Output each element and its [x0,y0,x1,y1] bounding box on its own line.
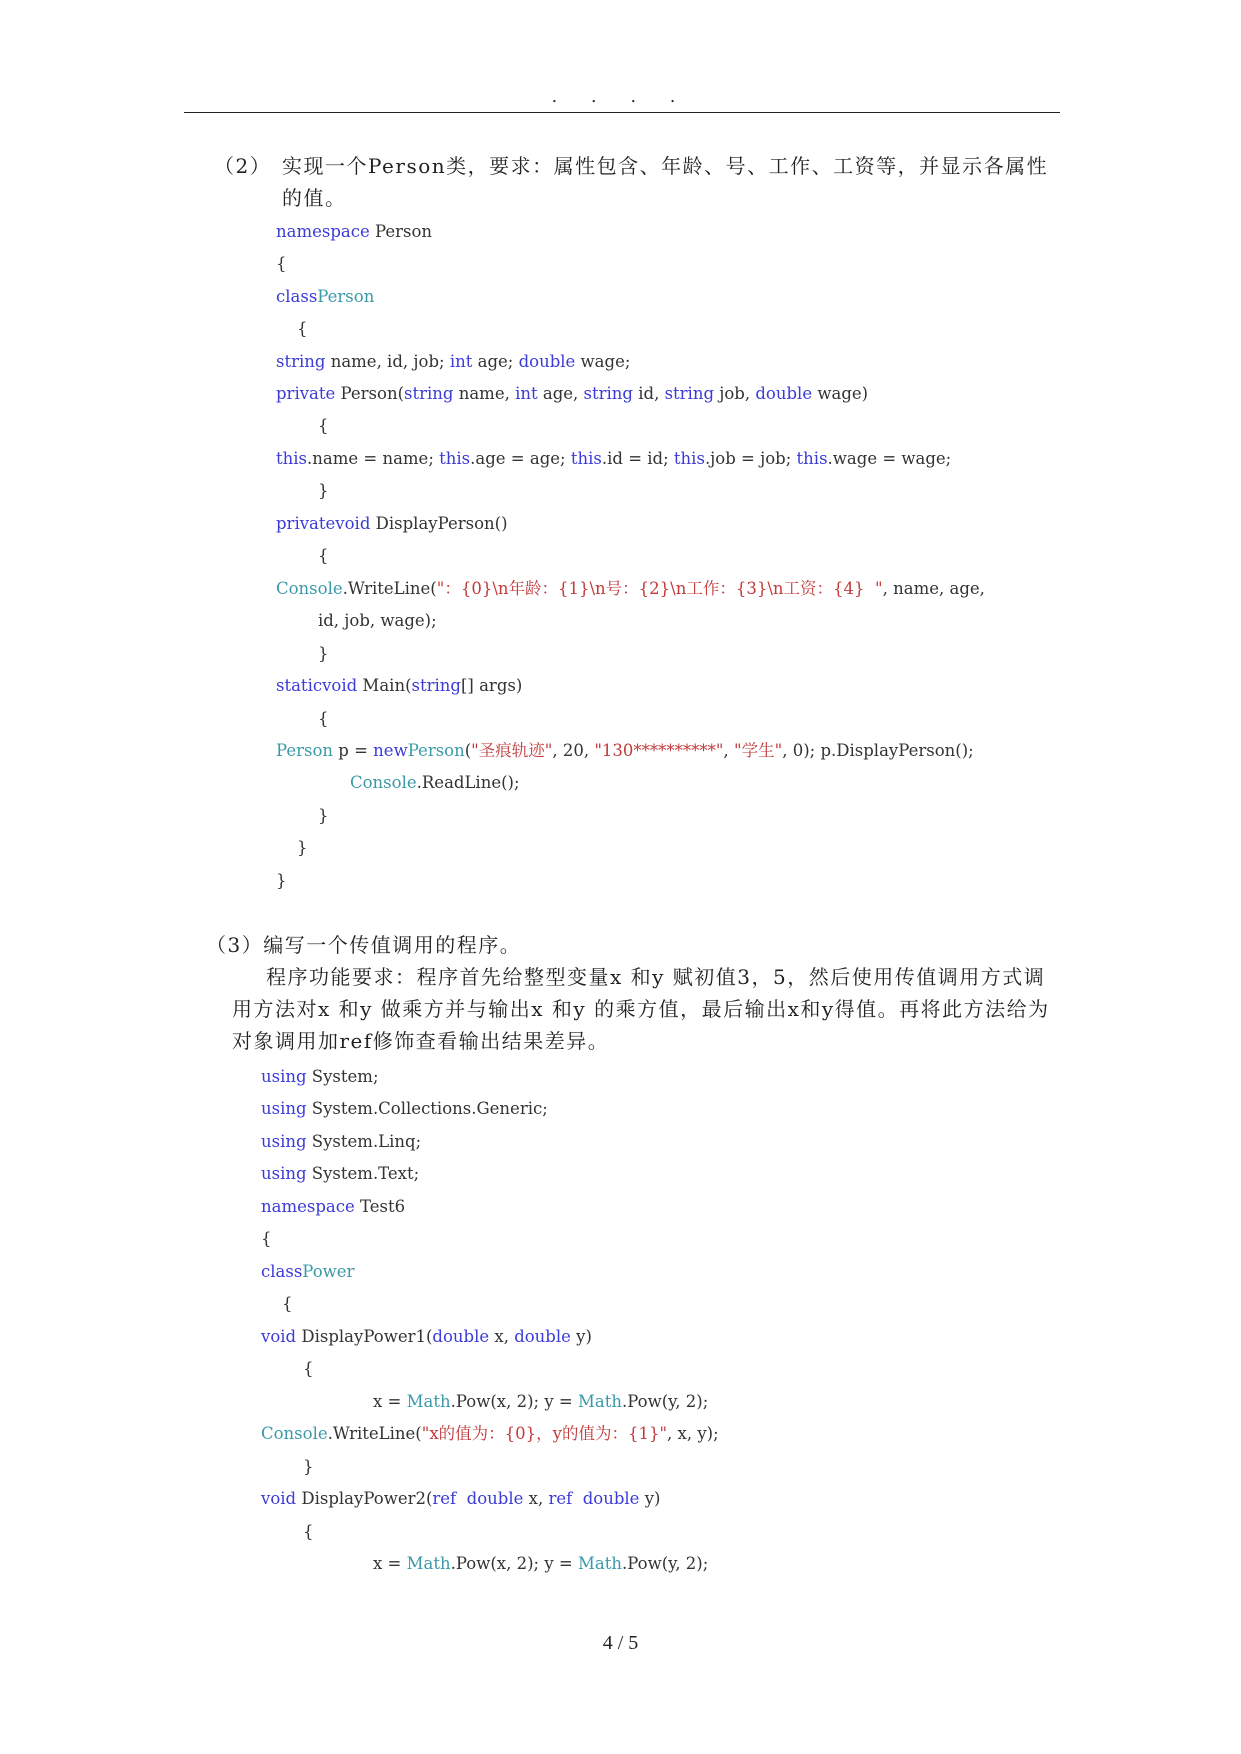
code-line: { [261,1359,314,1378]
header-rule [184,112,1060,113]
code-line: void DisplayPower1(double x, double y) [261,1327,592,1346]
code-line: { [276,546,329,565]
code-line: private Person(string name, int age, string id, string job, double wage) [276,384,869,403]
code-line: { [276,416,329,435]
code-line: staticvoid Main(string[] args) [276,676,523,695]
section-3-desc-line3: 对象调用加ref修饰查看输出结果差异。 [232,1029,610,1053]
section-3-desc-line2: 用方法对x 和y 做乘方并与输出x 和y 的乘方值，最后输出x和y得值。再将此方法给为 [232,997,1050,1021]
code-line: classPerson [276,287,375,306]
code-line: { [261,1294,293,1313]
code-line: using System.Text; [261,1164,420,1183]
code-line: x = Math.Pow(x, 2); y = Math.Pow(y, 2); [373,1392,709,1411]
code-line: { [261,1522,314,1541]
code-line: x = Math.Pow(x, 2); y = Math.Pow(y, 2); [373,1554,709,1573]
code-line: string name, id, job; int age; double wage; [276,352,631,371]
code-line: using System.Collections.Generic; [261,1099,548,1118]
code-line: using System; [261,1067,379,1086]
code-line: namespace Person [276,222,433,241]
code-line: } [261,1457,314,1476]
code-line: { [276,254,287,273]
code-line: using System.Linq; [261,1132,422,1151]
code-line: Console.WriteLine("x的值为：{0}，y的值为：{1}", x, y); [261,1424,719,1443]
code-line: { [276,319,308,338]
section-2-number: （2） [214,154,272,178]
code-line: privatevoid DisplayPerson() [276,514,508,533]
section-3-desc-line1: 程序功能要求：程序首先给整型变量x 和y 赋初值3，5，然后使用传值调用方式调 [266,965,1046,989]
code-line: Console.WriteLine("：{0}\n年龄：{1}\n号：{2}\n工作：{3}\n工资：{4} ", name, age, [276,579,985,598]
code-line: void DisplayPower2(ref double x, ref double y) [261,1489,661,1508]
code-line: } [276,644,329,663]
header-dots: . . . . [551,86,690,107]
page-number: 4 / 5 [602,1632,639,1654]
code-line: Console.ReadLine(); [350,773,520,792]
code-line: { [261,1229,272,1248]
code-line: } [276,838,308,857]
code-line: } [276,806,329,825]
code-line: this.name = name; this.age = age; this.id = id; this.job = job; this.wage = wage; [276,449,952,468]
code-line: { [276,709,329,728]
code-line: } [276,871,287,890]
code-line: namespace Test6 [261,1197,406,1216]
section-2-title-line1: 实现一个Person类，要求：属性包含、年龄、号、工作、工资等，并显示各属性 [282,154,1049,178]
section-2-title-line2: 的值。 [282,186,347,210]
code-line: id, job, wage); [276,611,437,630]
section-3-title: （3）编写一个传值调用的程序。 [206,933,522,957]
code-line: Person p = newPerson("圣痕轨迹", 20, "130**********", "学生", 0); p.DisplayPerson(); [276,741,974,760]
code-line: classPower [261,1262,355,1281]
code-line: } [276,481,329,500]
